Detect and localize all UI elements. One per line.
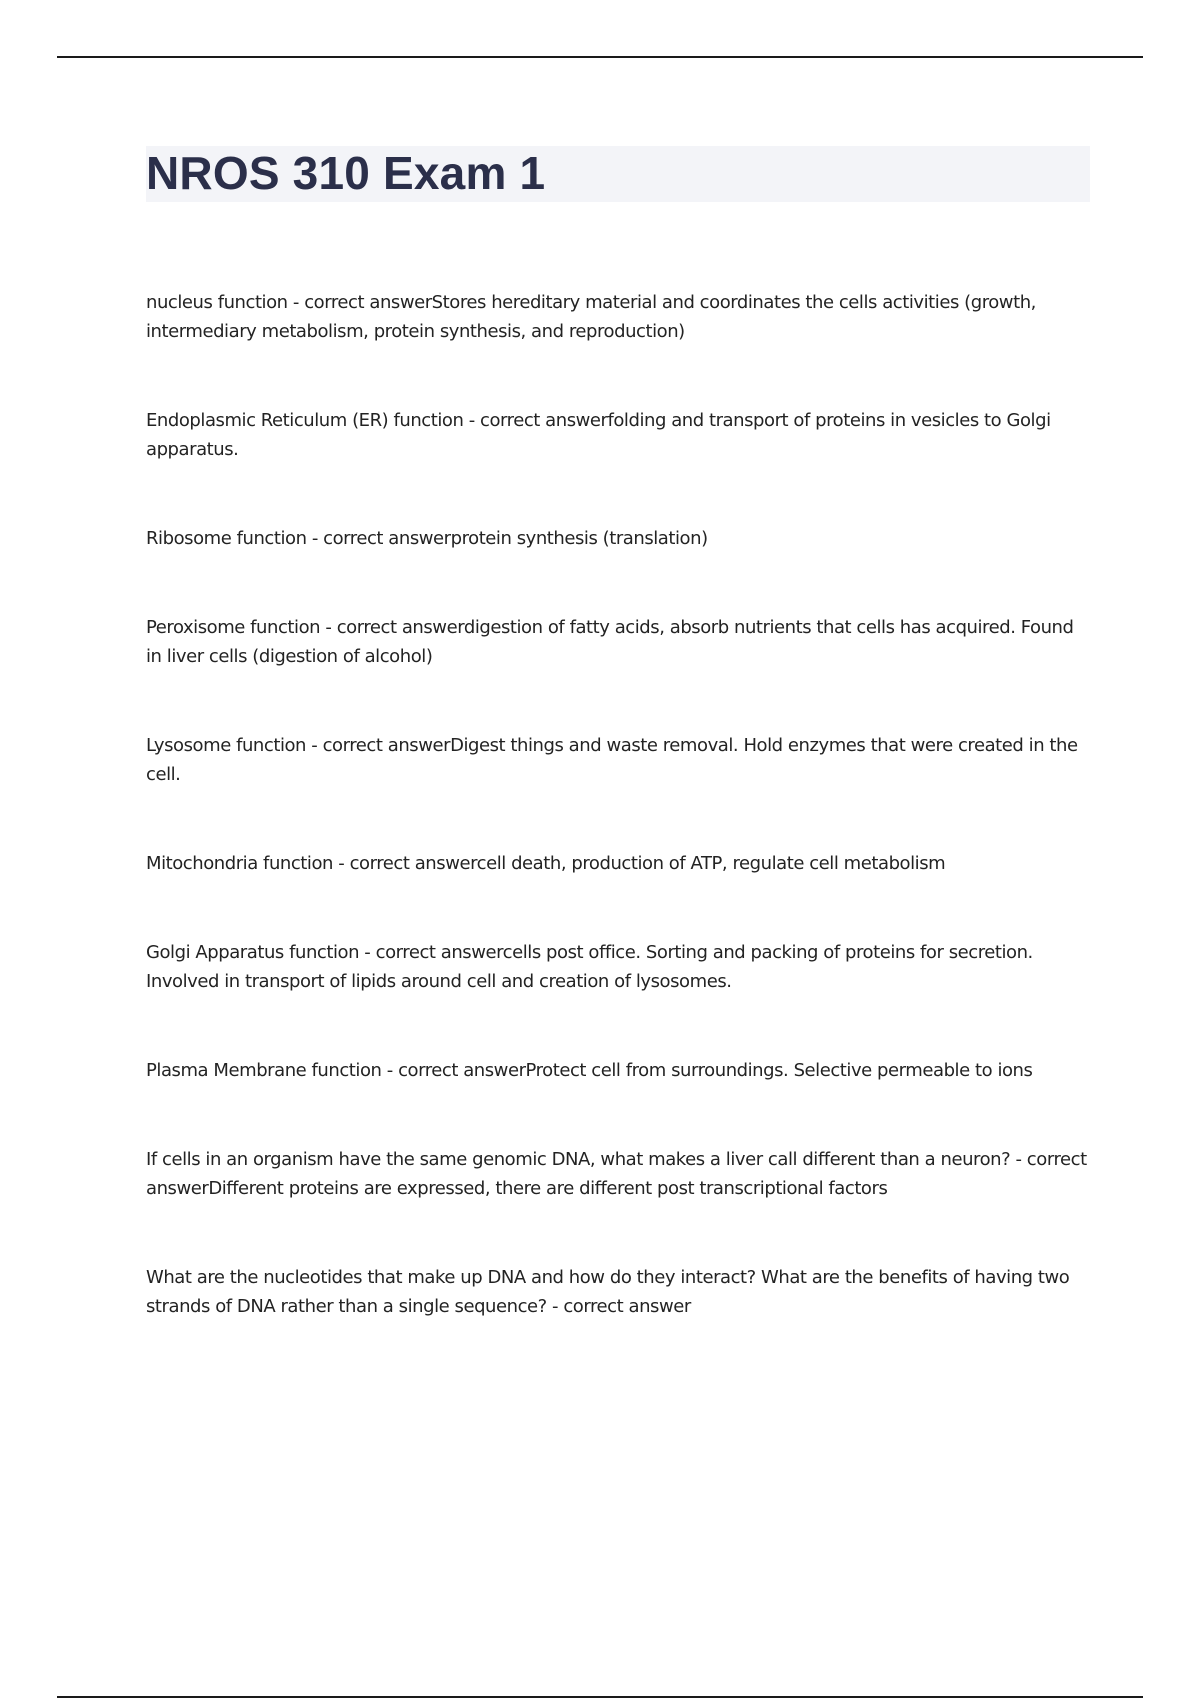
qa-item-genomic-dna: If cells in an organism have the same genomic DNA, what makes a liver call different than a neuron? - correct answerDifferent proteins are expressed, there are different post transcriptional factors	[146, 1149, 1087, 1199]
qa-item-nucleus: nucleus function - correct answerStores hereditary material and coordinates the cells activities (growth, intermediary metabolism, protein synthesis, and reproduction)	[146, 292, 1036, 342]
qa-item-mitochondria: Mitochondria function - correct answercell death, production of ATP, regulate cell metabolism	[146, 853, 946, 874]
page-title: NROS 310 Exam 1	[146, 147, 546, 199]
qa-list	[146, 288, 1091, 1381]
qa-item-ribosome: Ribosome function - correct answerprotein synthesis (translation)	[146, 528, 708, 549]
qa-item-lysosome: Lysosome function - correct answerDigest things and waste removal. Hold enzymes that were created in the cell.	[146, 735, 1078, 785]
qa-item-plasma-membrane: Plasma Membrane function - correct answerProtect cell from surroundings. Selective permeable to ions	[146, 1060, 1033, 1081]
qa-item-endoplasmic-reticulum: Endoplasmic Reticulum (ER) function - correct answerfolding and transport of proteins in vesicles to Golgi apparatus.	[146, 410, 1051, 460]
qa-item-peroxisome: Peroxisome function - correct answerdigestion of fatty acids, absorb nutrients that cells has acquired. Found in liver cells (digestion of alcohol)	[146, 617, 1074, 667]
qa-item-golgi-apparatus: Golgi Apparatus function - correct answercells post office. Sorting and packing of proteins for secretion. Involved in transport of lipids around cell and creation of lysosomes.	[146, 942, 1033, 992]
bottom-rule	[57, 1696, 1143, 1698]
top-rule	[57, 56, 1143, 58]
qa-item-nucleotides: What are the nucleotides that make up DNA and how do they interact? What are the benefits of having two strands of DNA rather than a single sequence? - correct answer	[146, 1267, 1070, 1317]
